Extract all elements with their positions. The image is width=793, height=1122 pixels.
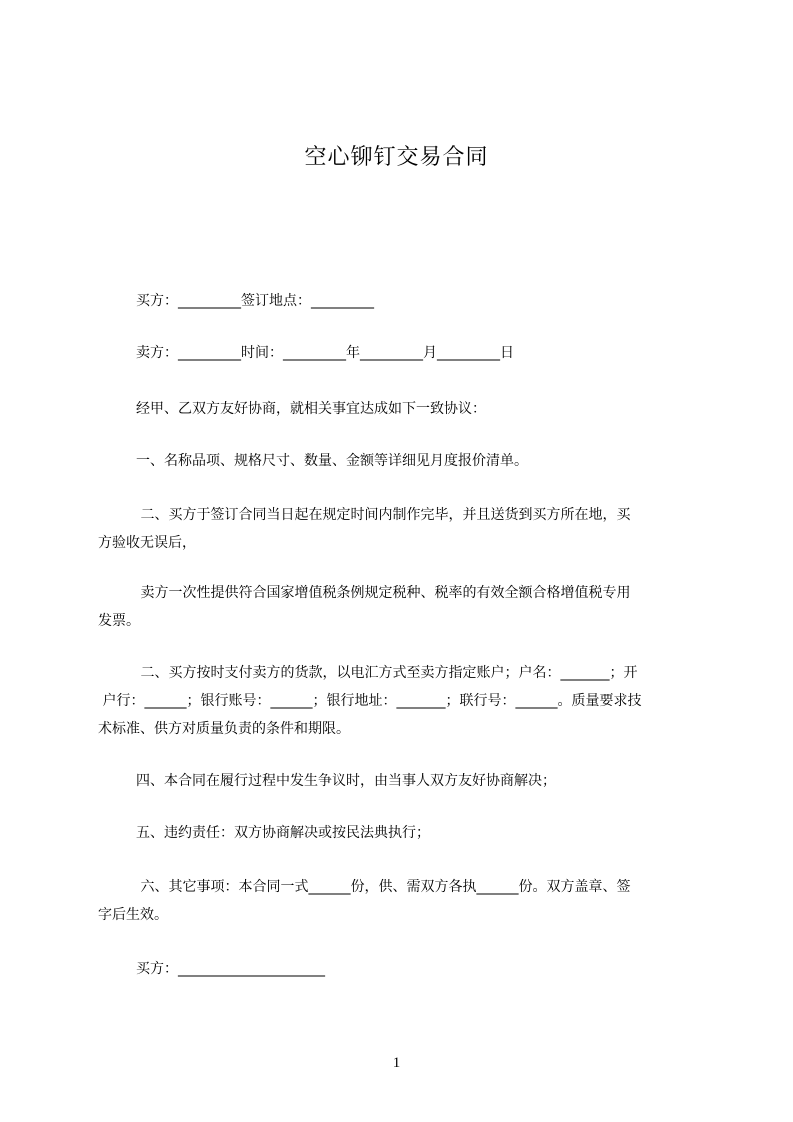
page-number: 1 [392, 1055, 401, 1071]
seller-line: 卖方：_________时间：_________年_________月_________日 [136, 345, 514, 361]
clause-2-line-2: 方验收无误后， [98, 535, 196, 551]
clause-3-line-1: 二、买方按时支付卖方的货款，以电汇方式至卖方指定账户；户名：_______；开 [136, 665, 638, 681]
clause-3-line-3: 术标准、供方对质量负责的条件和期限。 [98, 721, 350, 737]
clause-4: 四、本合同在履行过程中发生争议时，由当事人双方友好协商解决； [136, 773, 556, 789]
clause-6-line-2: 字后生效。 [98, 907, 168, 923]
clause-6-line-1: 六、其它事项：本合同一式______份，供、需双方各执______份。双方盖章、签 [136, 879, 631, 895]
clause-2-line-1: 二、买方于签订合同当日起在规定时间内制作完毕，并且送货到买方所在地，买 [136, 507, 631, 523]
clause-3-line-2: 户行：______；银行账号：______；银行地址：_______；联行号：______。质量要求技 [98, 693, 642, 709]
clause-2b-line-1: 卖方一次性提供符合国家增值税条例规定税种、税率的有效全额合格增值税专用 [136, 585, 631, 601]
buyer-line: 买方：_________签订地点：_________ [136, 293, 374, 309]
buyer-signature-line: 买方：_____________________ [136, 961, 325, 977]
clause-2b-line-2: 发票。 [98, 613, 140, 629]
clause-1: 一、名称品项、规格尺寸、数量、金额等详细见月度报价清单。 [136, 453, 528, 469]
clause-5: 五、违约责任：双方协商解决或按民法典执行； [136, 825, 430, 841]
intro-paragraph: 经甲、乙双方友好协商，就相关事宜达成如下一致协议： [136, 401, 486, 417]
document-title: 空心铆钉交易合同 [304, 145, 489, 170]
